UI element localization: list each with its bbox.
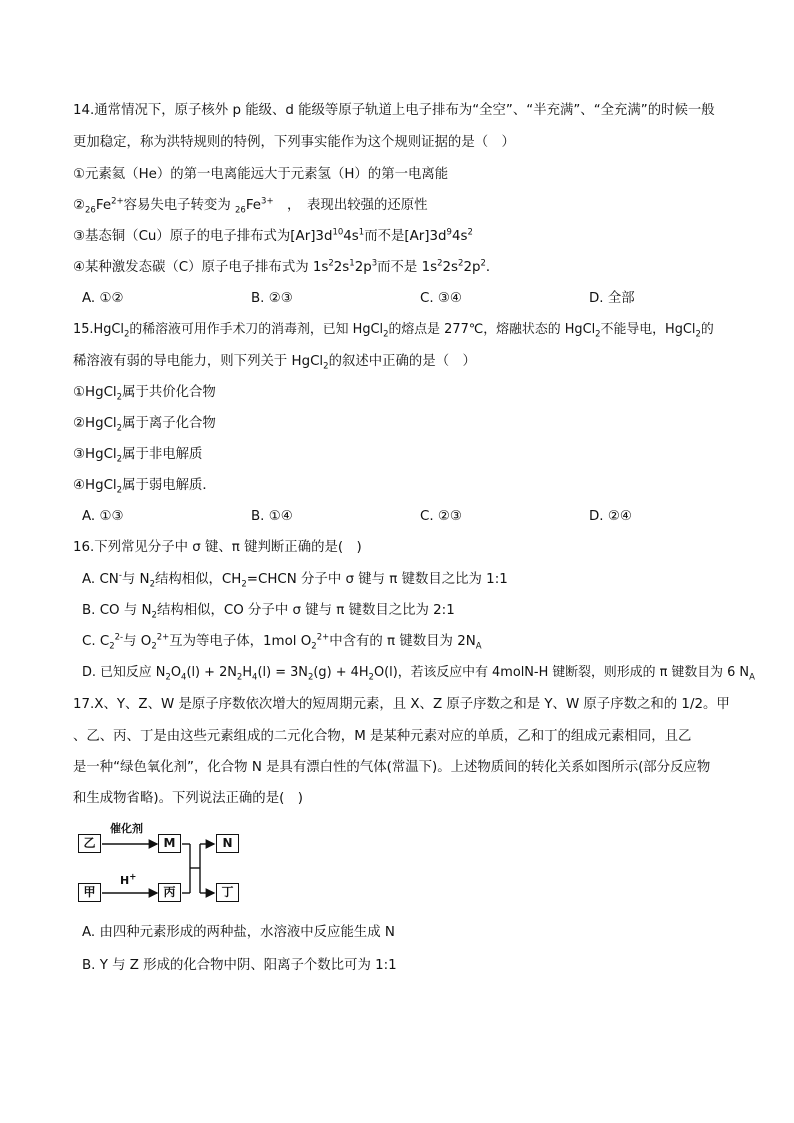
q14-stem-line2: 更加稳定，称为洪特规则的特例，下列事实能作为这个规则证据的是（ ） — [73, 135, 515, 150]
q17-stem-line2: 、乙、丙、丁是由这些元素组成的二元化合物，M 是某种元素对应的单质，乙和丁的组成元素相同，且乙 — [73, 729, 692, 744]
box-yi: 乙 — [78, 834, 101, 853]
q14-stem-line1: 14.通常情况下，原子核外 p 能级、d 能级等原子轨道上电子排布为“全空”、“半充满”、“全充满”的时候一般 — [73, 103, 715, 118]
q17-stem-line3: 是一种“绿色氧化剂”，化合物 N 是具有漂白性的气体(常温下)。上述物质间的转化关系如图所示(部分反应物 — [73, 760, 711, 775]
label-h-plus: H+ — [120, 872, 137, 887]
q15-option-a[interactable]: A. ①③ — [82, 509, 124, 524]
q14-option-d[interactable]: D. 全部 — [589, 291, 635, 306]
box-jia: 甲 — [78, 883, 101, 902]
box-m: M — [158, 834, 181, 853]
box-n: N — [216, 834, 239, 853]
q15-option-d[interactable]: D. ②④ — [589, 509, 632, 524]
q15-statement-4: ④HgCl$_2$属于弱电解质． — [73, 478, 216, 496]
q14-option-b[interactable]: B. ②③ — [251, 291, 293, 306]
q14-statement-1: ①元素氦（He）的第一电离能远大于元素氢（H）的第一电离能 — [73, 167, 449, 182]
q17-stem-line4: 和生成物省略)。下列说法正确的是( ) — [73, 791, 303, 806]
box-bing: 丙 — [158, 883, 181, 902]
q17-option-a[interactable]: A. 由四种元素形成的两种盐，水溶液中反应能生成 N — [82, 925, 395, 940]
reaction-diagram — [78, 822, 248, 912]
q14-statement-3: ③基态铜（Cu）原子的电子排布式为$[Ar]3d^{10}4s^1$而不是$[Ar]3d^94s^2$ — [73, 227, 473, 244]
q16-option-a[interactable]: A. CN-与 $N_2$结构相似，$CH_2=CHCN$ 分子中 σ 键与 π 键数目之比为 1:1 — [82, 570, 508, 590]
q16-option-c[interactable]: C. $C_2^{2-}$与 $O_2^{2+}$互为等电子体，1mol $O_2^{2+}$中含有的 π 键数目为 $2N_A$ — [82, 632, 482, 652]
q15-option-b[interactable]: B. ①④ — [251, 509, 293, 524]
q14-option-c[interactable]: C. ③④ — [420, 291, 462, 306]
q15-statement-3: ③HgCl$_2$属于非电解质 — [73, 447, 203, 465]
q17-stem-line1: 17.X、Y、Z、W 是原子序数依次增大的短周期元素，且 X、Z 原子序数之和是 Y、W 原子序数之和的 1/2。甲 — [73, 697, 730, 712]
q15-statement-1: ①HgCl$_2$属于共价化合物 — [73, 385, 216, 403]
label-catalyst: 催化剂 — [110, 822, 143, 835]
q16-option-b[interactable]: B. CO 与 $N_2$结构相似，CO 分子中 σ 键与 π 键数目之比为 2:1 — [82, 603, 455, 621]
q16-stem: 16.下列常见分子中 σ 键、π 键判断正确的是( ) — [73, 540, 362, 555]
q14-statement-4: ④某种激发态碳（C）原子电子排布式为 $1s^22s^12p^3$而不是 $1s^22s^22p^2$． — [73, 258, 500, 275]
q15-stem-line1: 15.HgCl$_2$的稀溶液可用作手术刀的消毒剂，已知 HgCl$_2$的熔点是 277℃，熔融状态的 HgCl$_2$不能导电，HgCl$_2$的 — [73, 322, 714, 340]
q15-statement-2: ②HgCl$_2$属于离子化合物 — [73, 416, 216, 434]
q15-option-c[interactable]: C. ②③ — [420, 509, 462, 524]
q15-stem-line2: 稀溶液有弱的导电能力，则下列关于 HgCl$_2$的叙述中正确的是（ ） — [73, 354, 476, 372]
box-ding: 丁 — [216, 883, 239, 902]
q14-option-a[interactable]: A. ①② — [82, 291, 124, 306]
q16-option-d[interactable]: D. 已知反应 $N_2O_4(l) + 2N_2H_4(l) = 3N_2(g) + 4H_2O(l)$，若该反应中有 4molN-H 键断裂，则形成的 π 键数目为 6 $N_A$ — [82, 665, 755, 683]
q14-statement-2: $②_{26}Fe^{2+}$容易失电子转变为 $_{26}Fe^{3+}$ ， 表现出较强的还原性 — [73, 196, 428, 216]
q17-option-b[interactable]: B. Y 与 Z 形成的化合物中阴、阳离子个数比可为 1:1 — [82, 958, 397, 973]
